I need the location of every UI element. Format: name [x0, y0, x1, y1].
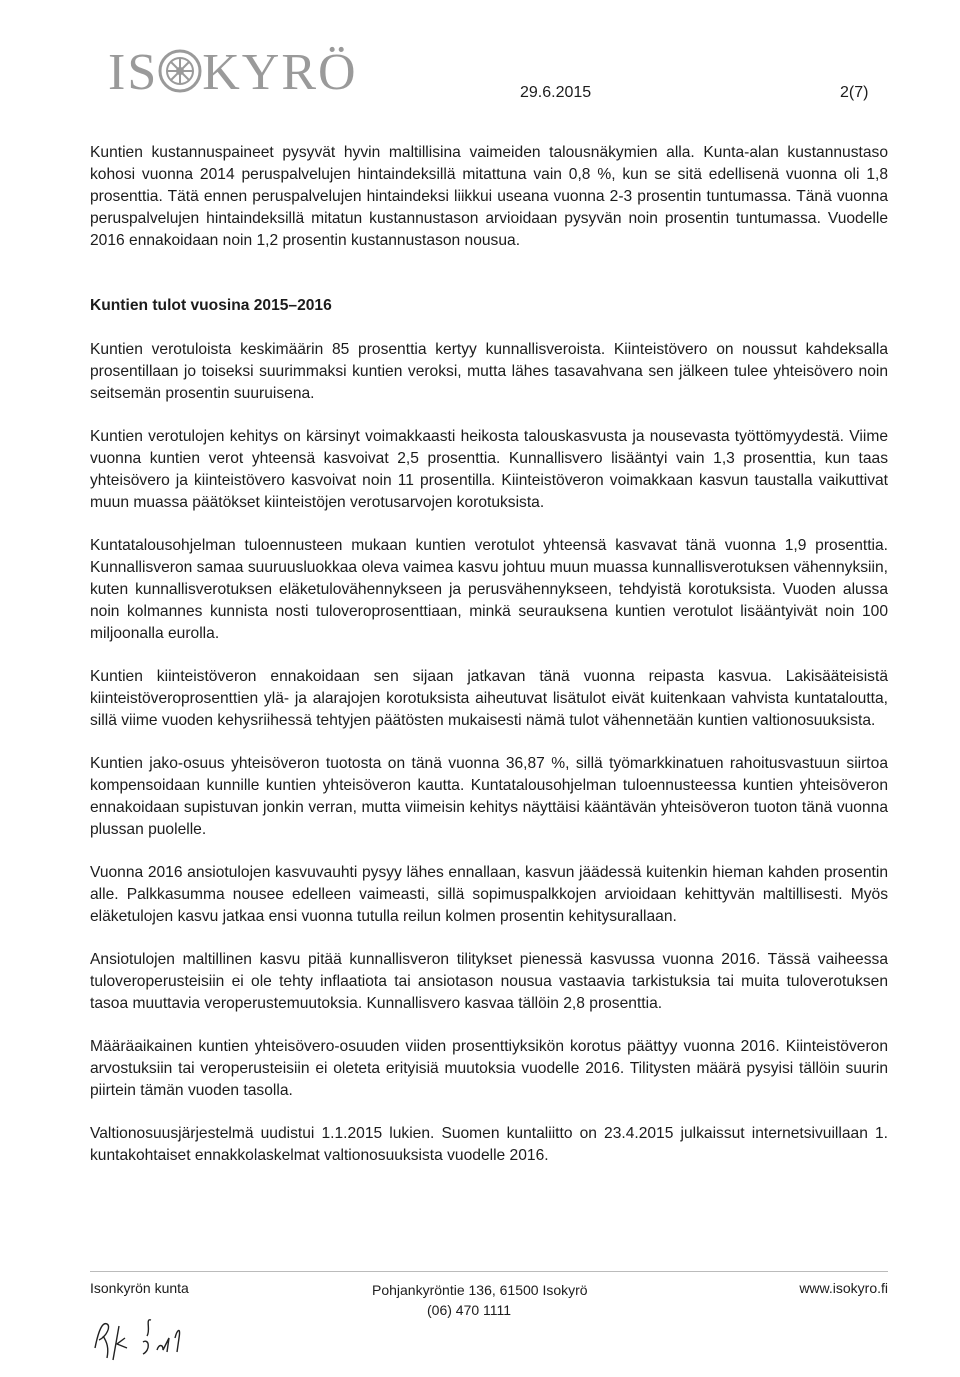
paragraph-2: Kuntien verotuloista keskimäärin 85 prosenttia kertyy kunnallisveroista. Kiinteistövero on noussut kahdeksalla prosentillaan jo toiseksi suurimmaksi kuntien veroksi, mutta lähes tasavahvana sen jälkeen tulee yhteisövero noin seitsemän prosentin suuruisena.	[90, 341, 888, 402]
footer-organization: Isonkyrön kunta	[90, 1280, 189, 1296]
paragraph-5: Kuntien kiinteistöveron ennakoidaan sen sijaan jatkavan tänä vuonna reipasta kasvua. Lakisääteisistä kiinteistöveroprosenttien ylä- ja alarajojen korotuksista aiheutuvat lisätulot eivät kuitenkaan vahvista kuntataloutta, sillä viime vuoden kehysriihessä tehtyjen päätösten mukaisesti nämä tulot vähennetään kuntien valtionosuuksista.	[90, 668, 888, 729]
municipality-logo	[108, 38, 408, 108]
logo-seal-icon	[158, 49, 202, 93]
paragraph-3: Kuntien verotulojen kehitys on kärsinyt voimakkaasti heikosta talouskasvusta ja nousevasta työttömyydestä. Viime vuonna kuntien verot yhteensä kasvoivat 2,5 prosenttia. Kunnallisvero lisääntyi vain 1,3 prosenttia, kun taas yhteisövero ja kiinteistövero kasvoivat noin 11 prosentilla. Kiinteistöveron voimakkaan kasvun taustalla vaikuttivat muun muassa päätökset kiinteistöjen verotusarvojen korotuksista.	[90, 428, 888, 511]
paragraph-1: Kuntien kustannuspaineet pysyvät hyvin maltillisina vaimeiden talousnäkymien alla. Kunta-alan kustannustaso kohosi vuonna 2014 peruspalvelujen hintaindeksillä mitattuna vain 0,8 %, kun se sitä edellisenä vuonna oli 1,8 prosenttia. Tätä ennen peruspalvelujen hintaindeksi liikkui useana vuonna 2-3 prosentin tuntumassa. Tänä vuonna peruspalvelujen hintaindeksillä mitatun kustannustason arvioidaan pysyvän noin prosentin tuntumassa. Vuodelle 2016 ennakoidaan noin 1,2 prosentin kustannustason nousua.	[90, 144, 888, 249]
document-date: 29.6.2015	[520, 84, 592, 101]
paragraph-7: Vuonna 2016 ansiotulojen kasvuvauhti pysyy lähes ennallaan, kasvun jäädessä kuitenkin hieman kahden prosentin alle. Palkkasumma nousee edelleen vaimeasti, sillä sopimuspalkkojen arvioidaan kehittyvän maltillisesti. Myös eläketulojen kasvu jatkaa ensi vuonna tutulla reilun kolmen prosentin kehitysurallaan.	[90, 864, 888, 925]
paragraph-10: Valtionosuusjärjestelmä uudistui 1.1.2015 lukien. Suomen kuntaliitto on 23.4.2015 julkaissut internetsivuillaan 1. kuntakohtaiset ennakkolaskelmat valtionosuuksista vuodelle 2016.	[90, 1125, 888, 1164]
paragraph-4: Kuntatalousohjelman tuloennusteen mukaan kuntien verotulot yhteensä kasvavat tänä vuonna 1,9 prosenttia. Kunnallisveron samaa suuruusluokkaa oleva vaimea kasvu johtuu muun muassa kunnallisverotuksen vähennyksiin, kuten kunnallisverotuksen eläketulovähennykseen ja perusvähennykseen, tehdyistä korotuksista. Vuoden alussa noin kolmannes kunnista nosti tuloveroprosenttiaan, minkä seurauksena kuntien verotulot lisääntyivät noin 100 miljoonalla eurolla.	[90, 537, 888, 642]
handwritten-signature	[85, 1308, 225, 1368]
footer-contact	[372, 1280, 588, 1320]
paragraph-6: Kuntien jako-osuus yhteisöveron tuotosta on tänä vuonna 36,87 %, sillä työmarkkinatuen rahoitusvastuun siirtoa kompensoidaan kunnille kuntien yhteisöveron kautta. Kuntatalousohjelman tuloennusteessa kuntien yhteisöveron ennakoidaan supistuvan jonkin verran, mutta viimeisin kehitys näyttäisi kääntävän yhteisöveron tuoton tänä vuonna plussan puolelle.	[90, 755, 888, 838]
footer-website: www.isokyro.fi	[799, 1280, 888, 1296]
footer-address: Pohjankyröntie 136, 61500 Isokyrö	[372, 1282, 588, 1298]
paragraph-8: Ansiotulojen maltillinen kasvu pitää kunnallisveron tilitykset pienessä kasvussa vuonna 2016. Tässä vaiheessa tuloveroperusteisiin ei ole tehty inflaatiota tai ansiotason nousua vastaavia tarkistuksia tai muita tuloverotuksen tasoa muuttavia veroperustemuutoksia. Kunnallisvero kasvaa tällöin 2,8 prosenttia.	[90, 951, 888, 1012]
footer-divider	[90, 1271, 888, 1272]
paragraph-9: Määräaikainen kuntien yhteisövero-osuuden viiden prosenttiyksikön korotus päättyy vuonna 2016. Kiinteistöveron arvostuksiin tai veroperusteisiin ei oleteta erityisiä muutoksia vuodelle 2016. Tilitysten määrä pysyisi tällöin suurin piirtein tämän vuoden tasolla.	[90, 1038, 888, 1099]
page-number: 2(7)	[840, 84, 869, 101]
section-heading: Kuntien tulot vuosina 2015–2016	[90, 297, 332, 314]
document-body	[90, 142, 888, 1188]
logo-text-left: IS	[108, 44, 159, 101]
logo-text-right: KYRÖ	[202, 44, 358, 101]
footer-phone: (06) 470 1111	[427, 1302, 512, 1318]
